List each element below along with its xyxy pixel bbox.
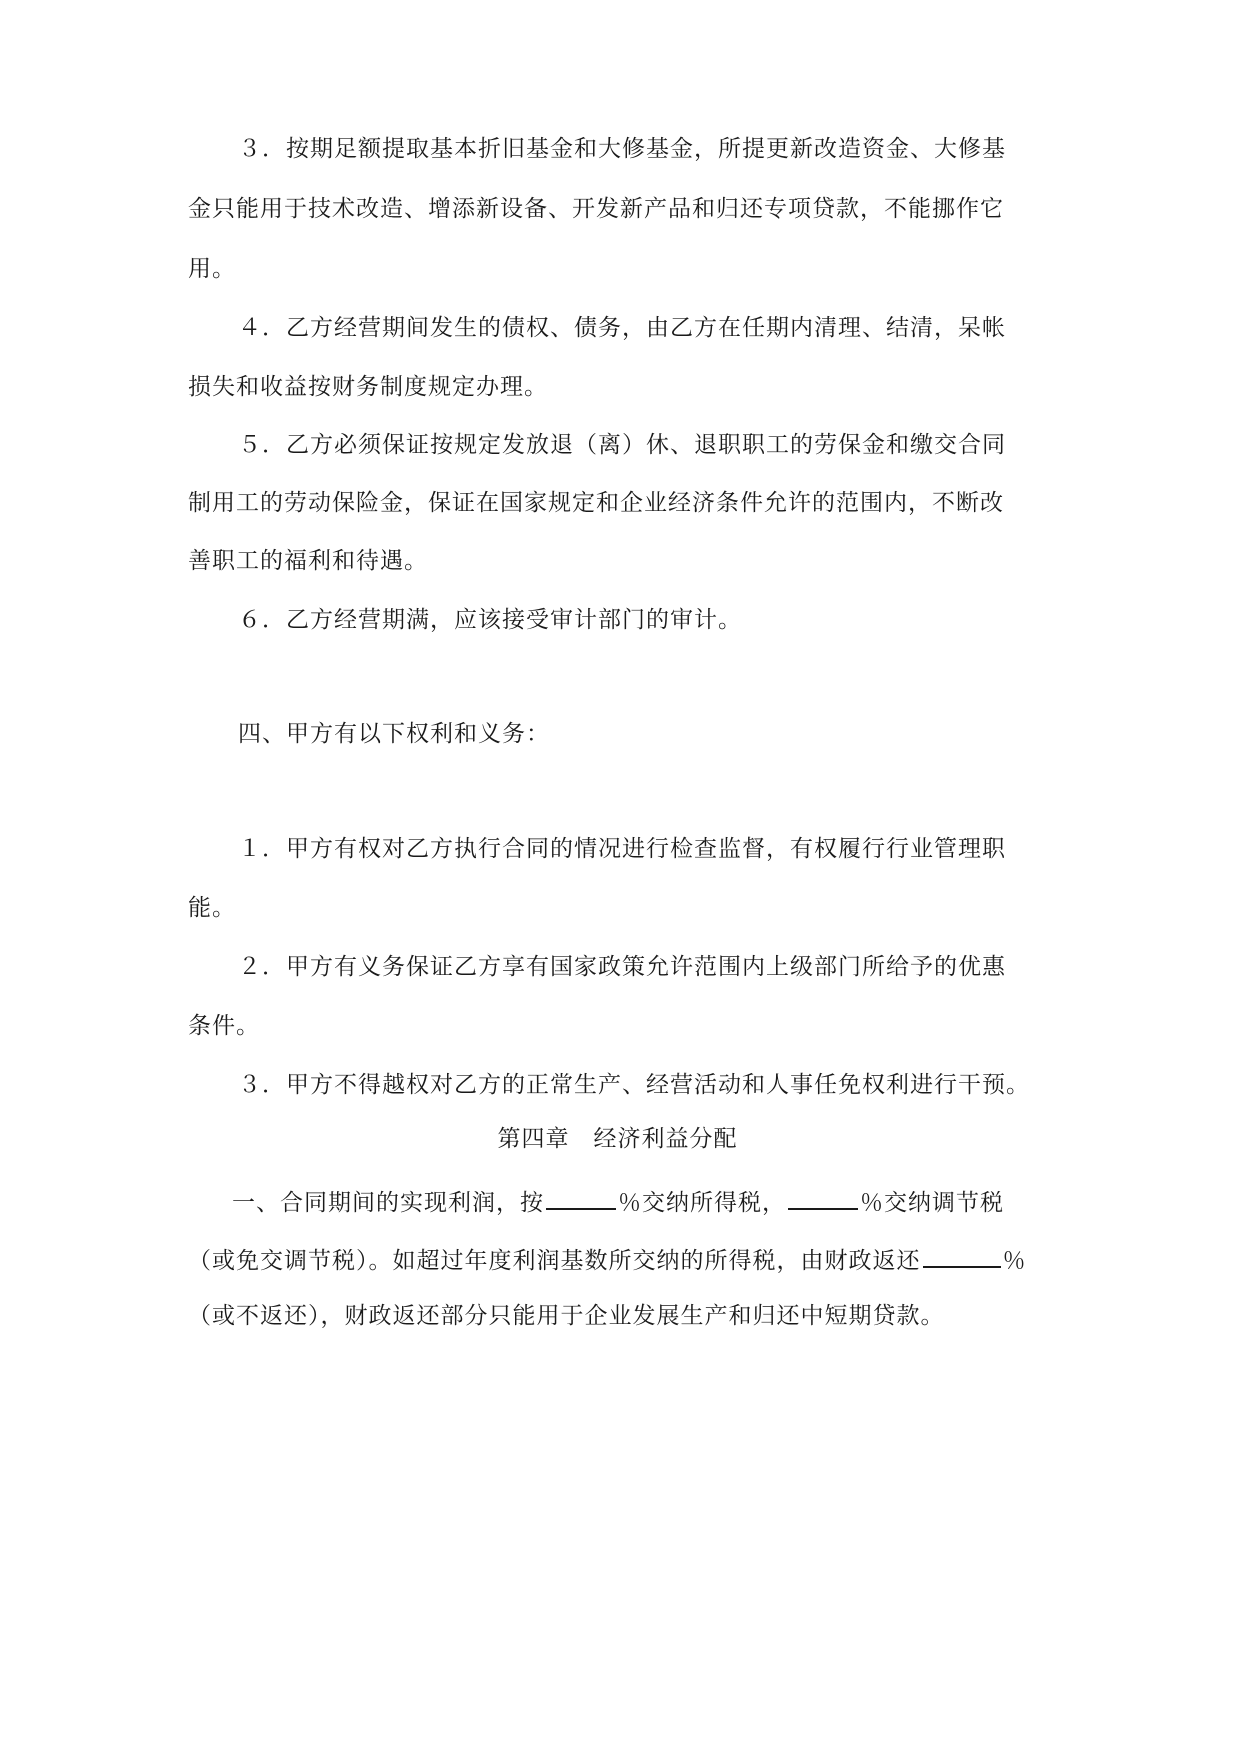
party-a-clause-2-line-1: ２．甲方有义务保证乙方享有国家政策允许范围内上级部门所给予的优惠	[238, 954, 1006, 980]
adjustment-tax-rate-blank[interactable]	[788, 1184, 858, 1210]
party-a-clause-3-line-1: ３．甲方不得越权对乙方的正常生产、经营活动和人事任免权利进行干预。	[238, 1072, 1030, 1098]
profit-clause-line-2	[188, 1242, 1027, 1276]
profit-clause-line-1	[232, 1184, 1004, 1218]
clause-6-line-1: ６．乙方经营期满，应该接受审计部门的审计。	[238, 607, 742, 633]
clause-5-line-2: 制用工的劳动保险金，保证在国家规定和企业经济条件允许的范围内，不断改	[188, 490, 1004, 516]
party-a-clause-1-line-2: 能。	[188, 895, 236, 921]
clause-4-line-1: ４．乙方经营期间发生的债权、债务，由乙方在任期内清理、结清，呆帐	[238, 315, 1006, 341]
clause-4-line-2: 损失和收益按财务制度规定办理。	[188, 374, 548, 400]
chapter-title: 第四章 经济利益分配	[497, 1126, 738, 1152]
profit-clause-text-c: ％交纳调节税	[860, 1190, 1004, 1216]
profit-clause-text-d: （或免交调节税）。如超过年度利润基数所交纳的所得税，由财政返还	[188, 1248, 921, 1274]
clause-3-line-2: 金只能用于技术改造、增添新设备、开发新产品和归还专项贷款，不能挪作它	[188, 196, 1004, 222]
section-4-heading: 四、甲方有以下权利和义务：	[238, 721, 550, 747]
clause-5-line-1: ５．乙方必须保证按规定发放退（离）休、退职职工的劳保金和缴交合同	[238, 432, 1006, 458]
clause-5-line-3: 善职工的福利和待遇。	[188, 548, 428, 574]
clause-3-line-3: 用。	[188, 256, 236, 282]
party-a-clause-2-line-2: 条件。	[188, 1013, 260, 1039]
clause-3-line-1: ３．按期足额提取基本折旧基金和大修基金，所提更新改造资金、大修基	[238, 136, 1006, 162]
refund-rate-blank[interactable]	[923, 1242, 1001, 1268]
profit-clause-text-a: 一、合同期间的实现利润，按	[232, 1190, 544, 1216]
party-a-clause-1-line-1: １．甲方有权对乙方执行合同的情况进行检查监督，有权履行行业管理职	[238, 836, 1006, 862]
profit-clause-line-3: （或不返还），财政返还部分只能用于企业发展生产和归还中短期贷款。	[188, 1303, 945, 1329]
income-tax-rate-blank[interactable]	[546, 1184, 616, 1210]
profit-clause-text-b: ％交纳所得税，	[618, 1190, 786, 1216]
profit-clause-text-e: ％	[1002, 1248, 1027, 1274]
